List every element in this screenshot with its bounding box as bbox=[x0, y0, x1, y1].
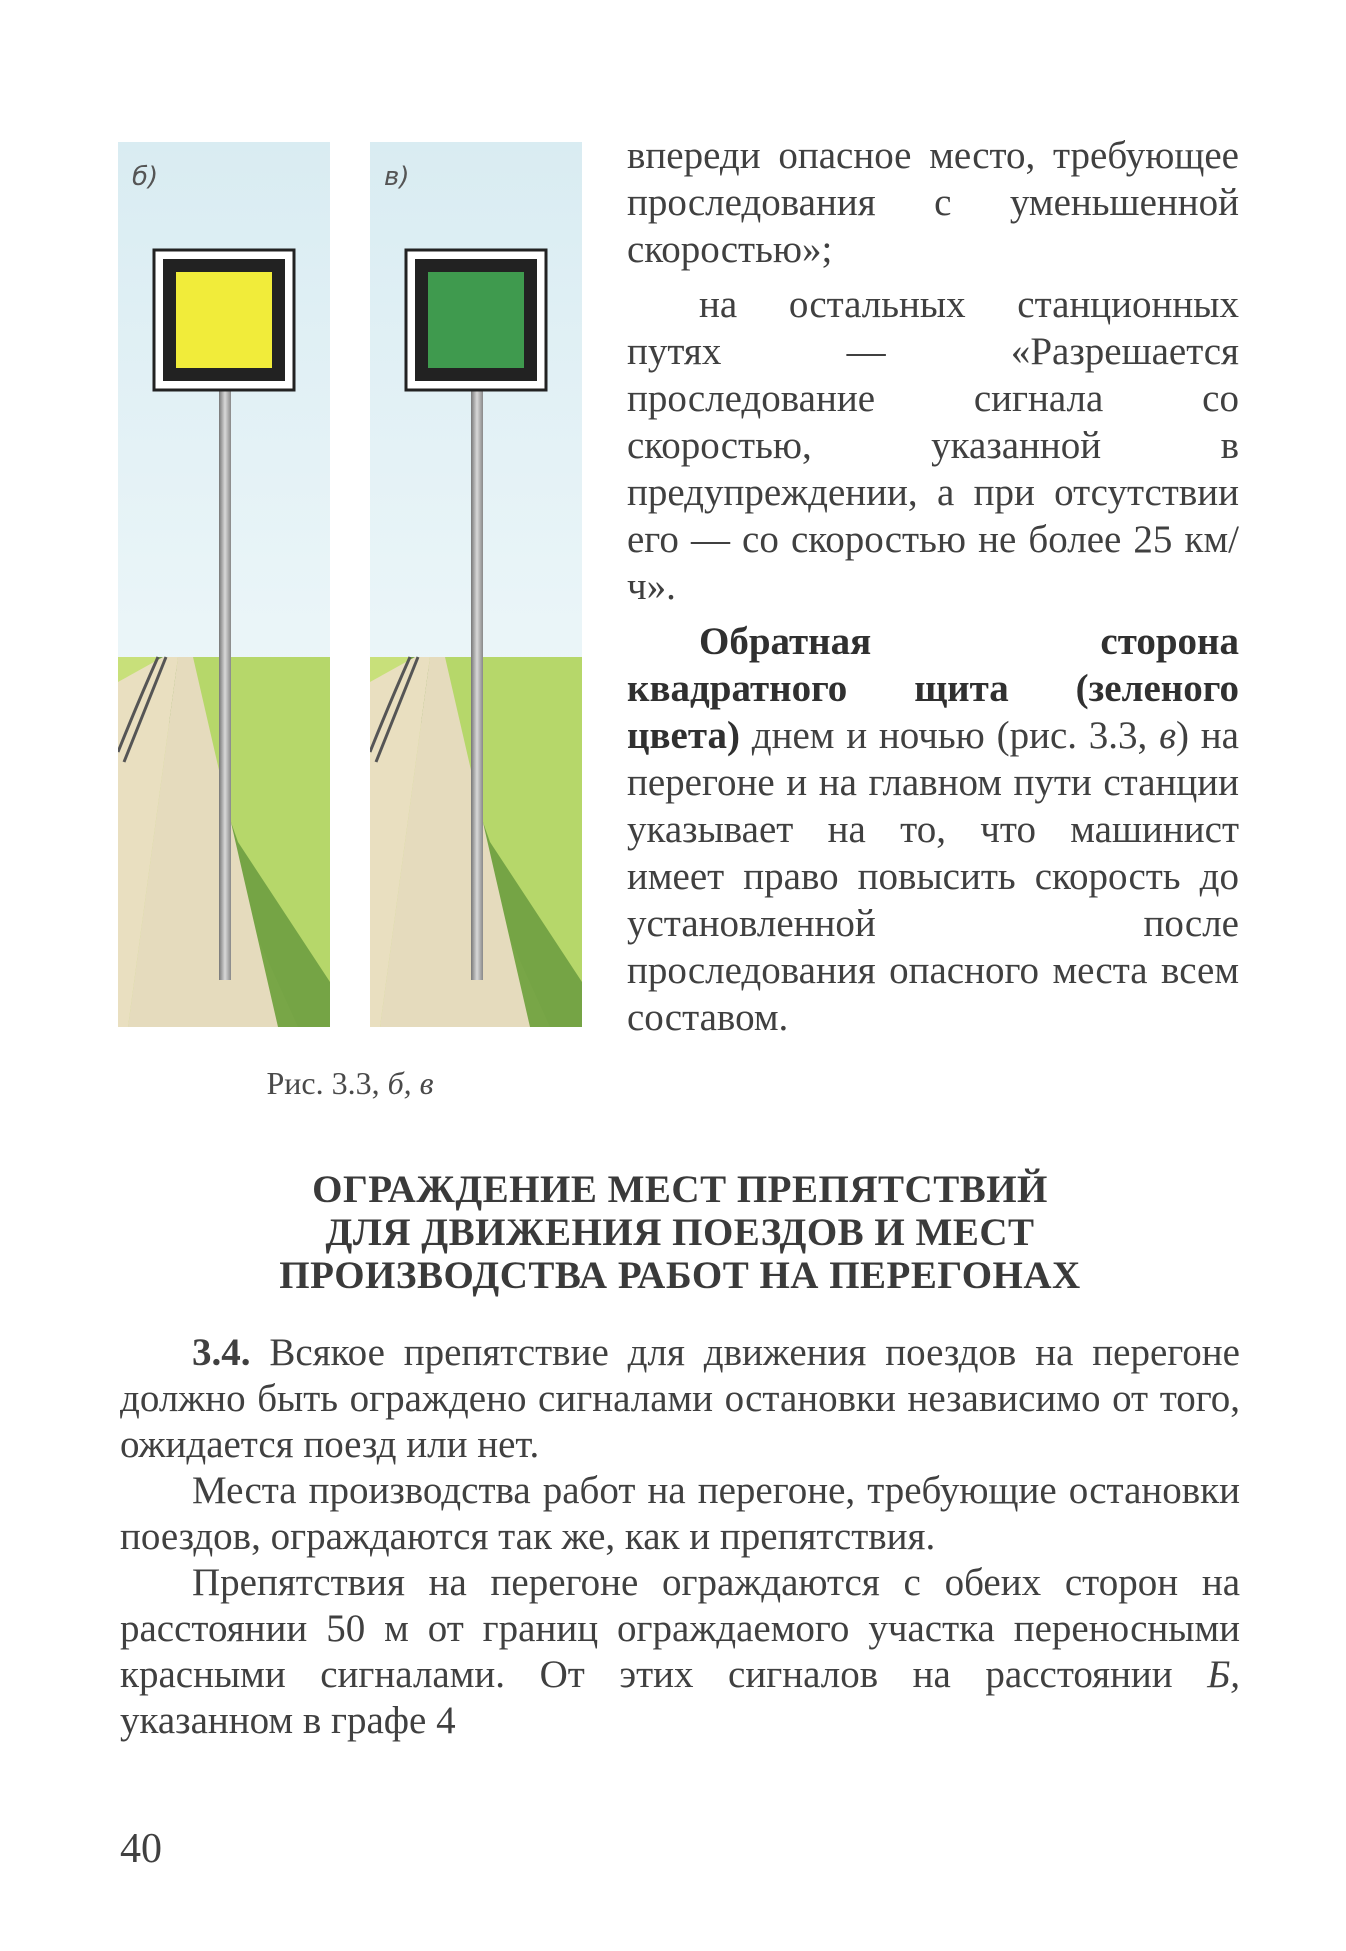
page-number: 40 bbox=[120, 1826, 162, 1872]
paragraph-obstacles-a: Препятствия на перегоне ограждаются с обеих сторон на расстоянии 50 м от границ ограждаемого участка переносными красными сигналами. От этих сигналов на расстоянии bbox=[120, 1561, 1240, 1696]
figure-caption bbox=[118, 1065, 582, 1102]
paragraph-obstacles-b: указанном в графе 4 bbox=[120, 1699, 456, 1742]
caption-prefix: Рис. 3.3, bbox=[266, 1065, 380, 1101]
paragraph-work-places: Места производства работ на перегоне, требующие остановки поездов, ограждаются так же, как и препятствия. bbox=[120, 1469, 1240, 1558]
figure-v-green-signal bbox=[370, 142, 582, 1027]
bold-term: Обратная сторона квадратного щита (зеленого цвета) bbox=[627, 620, 1239, 757]
figure-b-yellow-signal bbox=[118, 142, 330, 1027]
paragraph-continued: впереди опасное место, требующее проследования с уменьшенной скоростью»; bbox=[627, 134, 1239, 271]
paragraph-reverse-b: ) на перегоне и на главном пути станции указывает на то, что машинист имеет право повысить скорость до установленной после проследования опасного места всем составом. bbox=[627, 714, 1239, 1039]
figure-letter-b: б) bbox=[132, 162, 159, 192]
paragraph-3-4 bbox=[120, 1330, 1240, 1468]
section-title-line-2: ДЛЯ ДВИЖЕНИЯ ПОЕЗДОВ И МЕСТ bbox=[325, 1211, 1035, 1254]
section-title-line-1: ОГРАЖДЕНИЕ МЕСТ ПРЕПЯТСТВИЙ bbox=[312, 1168, 1048, 1211]
paragraph-station-tracks: на остальных станционных путях — «Разрешается проследование сигнала со скоростью, указанной в предупреждении, а при отсутствии его — со скоростью не более 25 км/ч». bbox=[627, 283, 1239, 608]
paragraph-reverse-side bbox=[627, 618, 1239, 1041]
paragraph-obstacles bbox=[120, 1560, 1240, 1744]
caption-letters: б, в bbox=[387, 1065, 434, 1101]
yellow-signal-square bbox=[176, 272, 272, 368]
figure-ref-italic: в bbox=[1159, 714, 1177, 757]
paragraph-reverse-a: днем и ночью (рис. 3.3, bbox=[739, 714, 1160, 757]
paragraph-3-4-text: Всякое препятствие для движения поездов на перегоне должно быть ограждено сигналами остановки независимо от того, ожидается поезд или нет. bbox=[120, 1331, 1240, 1466]
section-title-line-3: ПРОИЗВОДСТВА РАБОТ НА ПЕРЕГОНАХ bbox=[279, 1254, 1081, 1297]
clause-number: 3.4. bbox=[192, 1331, 251, 1374]
body-text bbox=[120, 1330, 1240, 1744]
distance-b-italic: Б, bbox=[1207, 1653, 1240, 1696]
section-title bbox=[120, 1168, 1240, 1297]
right-column-text bbox=[627, 132, 1239, 1049]
signal-illustration-b bbox=[118, 142, 330, 1027]
signal-illustration-v bbox=[370, 142, 582, 1027]
green-signal-square bbox=[428, 272, 524, 368]
figure-letter-v: в) bbox=[384, 162, 410, 192]
